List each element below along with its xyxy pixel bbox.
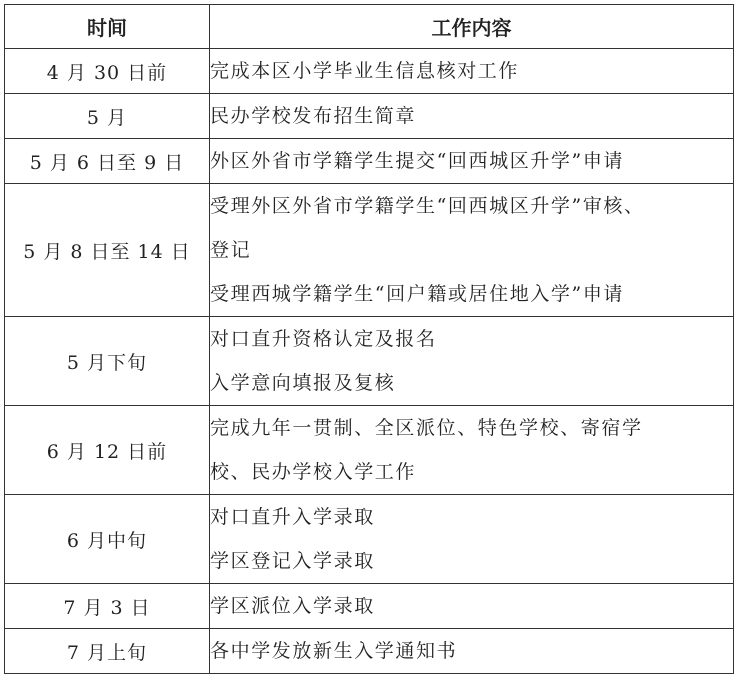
table-row xyxy=(5,629,734,674)
table-row xyxy=(5,406,734,495)
content-line: 受理西城学籍学生“回户籍或居住地入学”申请 xyxy=(210,283,625,305)
row-content xyxy=(210,317,734,406)
row-time: 6 月 12 日前 xyxy=(5,406,210,495)
row-content xyxy=(210,406,734,495)
row-time: 4 月 30 日前 xyxy=(5,49,210,94)
content-line: 对口直升资格认定及报名 xyxy=(210,328,437,350)
row-content xyxy=(210,629,734,674)
content-line: 完成本区小学毕业生信息核对工作 xyxy=(210,60,520,82)
content-line: 各中学发放新生入学通知书 xyxy=(210,640,458,662)
row-time: 7 月 3 日 xyxy=(5,584,210,629)
row-time: 7 月上旬 xyxy=(5,629,210,674)
row-time: 5 月下旬 xyxy=(5,317,210,406)
row-time: 5 月 6 日至 9 日 xyxy=(5,139,210,184)
content-line: 外区外省市学籍学生提交“回西城区升学”申请 xyxy=(210,150,625,172)
row-time: 6 月中旬 xyxy=(5,495,210,584)
row-time: 5 月 xyxy=(5,94,210,139)
table-row xyxy=(5,94,734,139)
content-line: 校、民办学校入学工作 xyxy=(210,461,417,483)
row-content xyxy=(210,49,734,94)
row-time: 5 月 8 日至 14 日 xyxy=(5,184,210,317)
table-row xyxy=(5,495,734,584)
row-content xyxy=(210,94,734,139)
table-row xyxy=(5,184,734,317)
table-row xyxy=(5,49,734,94)
table-row xyxy=(5,317,734,406)
content-line: 学区派位入学录取 xyxy=(210,595,375,617)
content-line: 完成九年一贯制、全区派位、特色学校、寄宿学 xyxy=(210,417,643,439)
content-line: 对口直升入学录取 xyxy=(210,506,375,528)
table-body xyxy=(5,49,734,674)
table-row xyxy=(5,584,734,629)
header-time: 时间 xyxy=(5,5,210,49)
content-line: 民办学校发布招生简章 xyxy=(210,105,417,127)
content-line: 学区登记入学录取 xyxy=(210,550,375,572)
row-content xyxy=(210,495,734,584)
content-line: 受理外区外省市学籍学生“回西城区升学”审核、 xyxy=(210,195,645,217)
row-content xyxy=(210,184,734,317)
row-content xyxy=(210,584,734,629)
content-line: 入学意向填报及复核 xyxy=(210,372,396,394)
header-row xyxy=(5,5,734,49)
table-row xyxy=(5,139,734,184)
content-line: 登记 xyxy=(210,239,252,261)
row-content xyxy=(210,139,734,184)
schedule-table xyxy=(4,4,734,674)
header-content: 工作内容 xyxy=(210,5,734,49)
